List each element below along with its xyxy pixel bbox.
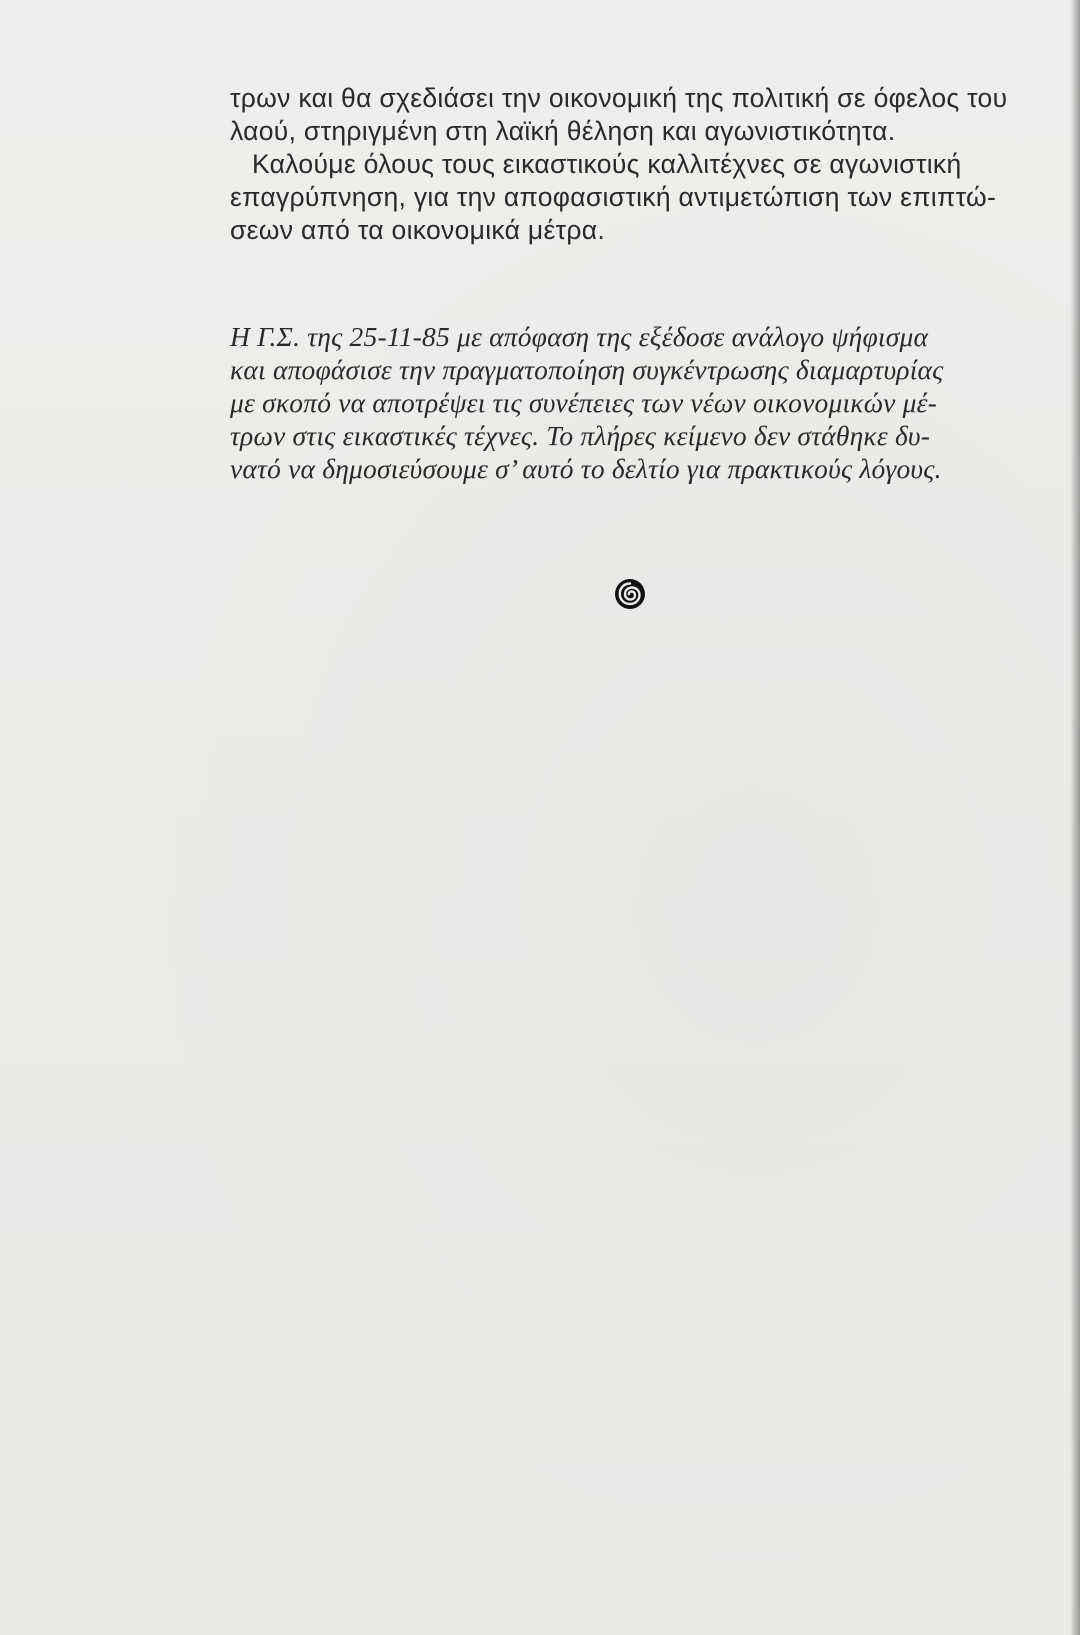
paragraph-economic-measures	[230, 82, 1050, 247]
page-edge-shadow	[1070, 0, 1080, 1635]
spiral-ornament-icon	[614, 578, 646, 610]
text-line: με σκοπό να αποτρέψει τις συνέπειες των νέων οικονομικών μέ-	[230, 387, 937, 418]
text-line: επαγρύπνηση, για την αποφασιστική αντιμετώπιση των επιπτώ-	[230, 182, 997, 212]
text-line: Η Γ.Σ. της 25-11-85 με απόφαση της εξέδοσε ανάλογο ψήφισμα	[230, 321, 929, 352]
text-line: Καλούμε όλους τους εικαστικούς καλλιτέχνες σε αγωνιστική	[252, 149, 962, 179]
text-line: λαού, στηριγμένη στη λαϊκή θέληση και αγωνιστικότητα.	[230, 116, 896, 146]
text-line: σεων από τα οικονομικά μέτρα.	[230, 215, 606, 245]
paragraph-general-assembly	[230, 320, 1050, 485]
text-line: νατό να δημοσιεύσουμε σ’ αυτό το δελτίο για πρακτικούς λόγους.	[230, 453, 942, 484]
text-line: τρων στις εικαστικές τέχνες. Το πλήρες κείμενο δεν στάθηκε δυ-	[230, 420, 931, 451]
text-line: τρων και θα σχεδιάσει την οικονομική της πολιτική σε όφελος του	[230, 83, 1008, 113]
text-line: και αποφάσισε την πραγματοποίηση συγκέντρωσης διαμαρτυρίας	[230, 354, 944, 385]
